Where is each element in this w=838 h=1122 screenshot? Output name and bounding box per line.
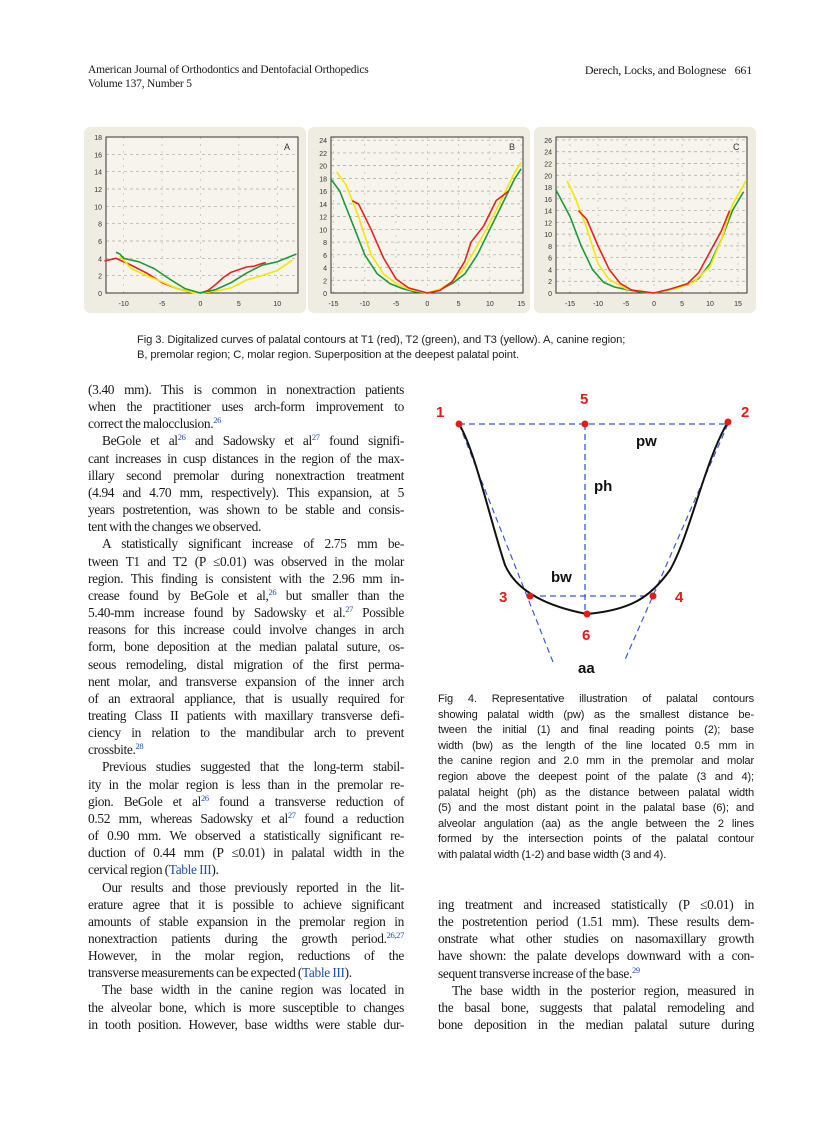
text-segment: Possible bbox=[353, 605, 404, 621]
text-line bbox=[88, 501, 404, 518]
text-segment: cervical region ( bbox=[88, 862, 169, 878]
text-line bbox=[88, 553, 404, 570]
text-segment: cant increases in cusp distances in the region of the max- bbox=[88, 450, 404, 466]
right-column-text bbox=[438, 896, 754, 1033]
y-tick-label: 4 bbox=[323, 265, 327, 273]
point-2 bbox=[725, 419, 732, 426]
text-segment: found a transverse reduction of bbox=[208, 793, 404, 809]
x-tick-label: 5 bbox=[456, 301, 461, 308]
table-link[interactable]: Table III bbox=[168, 862, 212, 878]
text-line bbox=[438, 754, 754, 770]
text-line bbox=[438, 930, 754, 947]
text-segment: seous remodeling, distal migration of the first perma- bbox=[88, 656, 404, 672]
text-line bbox=[88, 638, 404, 655]
text-segment: have shown: the palate develops downward with a con- bbox=[438, 948, 754, 964]
chart-a bbox=[84, 127, 306, 313]
text-line bbox=[438, 786, 754, 802]
text-segment: (3.40 mm). This is common in nonextraction patients bbox=[88, 382, 404, 397]
aa-line-right bbox=[624, 424, 728, 662]
text-segment: region above the deepest point of the palate (3 and 4); bbox=[438, 770, 754, 783]
text-line bbox=[88, 432, 404, 449]
text-line bbox=[438, 739, 754, 755]
text-segment: ciency in relation to the mandibular arch to prevent bbox=[88, 725, 404, 741]
text-segment: showing palatal width (pw) as the smallest distance be- bbox=[438, 708, 754, 721]
left-column-text bbox=[88, 381, 404, 1033]
citation-superscript[interactable]: 29 bbox=[631, 964, 640, 975]
y-tick-label: 8 bbox=[323, 240, 327, 248]
citation-superscript[interactable]: 27 bbox=[311, 432, 320, 443]
text-line bbox=[88, 673, 404, 690]
text-line bbox=[88, 398, 404, 415]
text-segment: crease found by BeGole et al, bbox=[88, 587, 269, 603]
text-segment: the canine region and 2.0 mm in the premolar and molar bbox=[438, 755, 754, 768]
x-tick-label: 15 bbox=[517, 301, 526, 308]
text-line bbox=[438, 692, 754, 708]
y-tick-label: 26 bbox=[544, 137, 552, 145]
x-tick-label: 5 bbox=[680, 301, 684, 308]
text-line bbox=[438, 1016, 754, 1033]
x-tick-label: -5 bbox=[622, 301, 630, 308]
text-segment: nonextraction patients during the growth period. bbox=[88, 931, 387, 946]
text-segment: found a reduction bbox=[295, 810, 405, 826]
text-line bbox=[88, 415, 404, 432]
point-1 bbox=[456, 421, 463, 428]
y-tick-label: 6 bbox=[323, 252, 327, 260]
text-segment: but smaller than the bbox=[276, 587, 405, 603]
text-segment: and Sadowsky et al bbox=[185, 433, 312, 449]
text-line bbox=[88, 741, 404, 758]
text-segment: The base width in the canine region was located in bbox=[102, 982, 404, 998]
panel-label: C bbox=[733, 142, 740, 152]
x-tick-label: 0 bbox=[425, 301, 430, 308]
text-line bbox=[438, 723, 754, 739]
y-tick-label: 12 bbox=[544, 220, 552, 228]
text-line bbox=[88, 570, 404, 587]
label-ph: ph bbox=[594, 478, 613, 495]
journal-name: American Journal of Orthodontics and Dentofacial Orthopedics bbox=[88, 64, 369, 76]
text-line bbox=[88, 896, 404, 913]
point-3 bbox=[527, 593, 534, 600]
text-line bbox=[88, 518, 404, 535]
running-header-right bbox=[585, 63, 752, 77]
table-link[interactable]: Table III bbox=[302, 965, 345, 981]
fig4-diagram bbox=[430, 385, 760, 685]
y-tick-label: 0 bbox=[548, 291, 552, 298]
label-aa: aa bbox=[578, 660, 595, 677]
text-segment: years postretention, was shown to be stable and consis- bbox=[88, 502, 404, 518]
text-segment: the alveolar bone, which is more susceptible to changes bbox=[88, 999, 404, 1015]
text-segment: Our results and those previously reported in the lit- bbox=[102, 879, 404, 895]
text-line bbox=[88, 827, 404, 844]
running-header-left bbox=[88, 63, 369, 91]
text-segment: treating Class II patients with maxillary transverse defi- bbox=[88, 707, 404, 723]
text-segment: formed by the intersection points of the palatal contour bbox=[438, 833, 754, 846]
authors: Derech, Locks, and Bolognese bbox=[584, 63, 727, 77]
text-line bbox=[88, 793, 404, 810]
y-tick-label: 14 bbox=[319, 201, 327, 209]
palatal-contour bbox=[459, 422, 728, 614]
text-segment: bone deposition in the median palatal suture during bbox=[438, 1017, 754, 1033]
point-6 bbox=[584, 611, 591, 618]
text-segment: sequent transverse increase of the base. bbox=[438, 965, 632, 981]
fig3-caption-line: B, premolar region; C, molar region. Superposition at the deepest palatal point. bbox=[137, 349, 519, 361]
text-line bbox=[88, 450, 404, 467]
x-tick-label: 10 bbox=[706, 301, 714, 308]
text-segment: (5) and the most distant point in the palatal base (6); and bbox=[438, 802, 754, 815]
text-segment: with palatal width (1-2) and base width (3 and 4). bbox=[438, 848, 667, 861]
y-tick-label: 24 bbox=[319, 138, 327, 146]
panel-label: B bbox=[509, 142, 516, 152]
text-segment: The base width in the posterior region, measured in bbox=[452, 982, 754, 998]
text-segment: found signifi- bbox=[319, 433, 404, 449]
citation-superscript[interactable]: 26 bbox=[201, 792, 209, 803]
x-tick-label: -5 bbox=[392, 301, 400, 308]
text-line bbox=[438, 817, 754, 833]
text-segment: of 0.90 mm. We observed a statistically significant re- bbox=[88, 828, 404, 844]
x-tick-label: -10 bbox=[592, 301, 604, 308]
fig3-caption bbox=[137, 333, 625, 363]
text-line bbox=[88, 656, 404, 673]
y-tick-label: 2 bbox=[548, 279, 552, 287]
text-segment: crossbite. bbox=[88, 742, 136, 758]
text-line bbox=[88, 690, 404, 707]
fig3-caption-line: Fig 3. Digitalized curves of palatal contours at T1 (red), T2 (green), and T3 (yellow). A, canine region; bbox=[137, 334, 626, 346]
text-line bbox=[438, 896, 754, 913]
point-4 bbox=[650, 593, 657, 600]
text-segment: ). bbox=[344, 965, 352, 981]
text-line bbox=[88, 467, 404, 484]
text-segment: tween T1 and T2 (P ≤0.01) was observed in the molar bbox=[88, 553, 404, 569]
text-line bbox=[88, 587, 404, 604]
text-segment: tween the initial (1) and final reading points (2); base bbox=[438, 724, 754, 737]
y-tick-label: 6 bbox=[548, 255, 552, 263]
citation-superscript[interactable]: 26 bbox=[213, 415, 222, 426]
text-segment: amounts of stable expansion in the premolar region in bbox=[88, 913, 404, 929]
text-segment: (4.94 and 4.70 mm, respectively). This expansion, at 5 bbox=[88, 484, 404, 500]
panel-label: A bbox=[284, 142, 291, 152]
text-segment: Fig 4. Representative illustration of palatal contours bbox=[438, 693, 754, 705]
text-line bbox=[88, 621, 404, 638]
label-bw: bw bbox=[551, 569, 572, 586]
citation-superscript[interactable]: 26 bbox=[268, 586, 277, 597]
journal-volume: Volume 137, Number 5 bbox=[88, 78, 192, 90]
text-segment: Previous studies suggested that the long-term stabil- bbox=[102, 759, 404, 775]
text-line bbox=[88, 947, 404, 964]
text-segment: transverse measurements can be expected ( bbox=[88, 965, 303, 981]
text-line bbox=[88, 484, 404, 501]
text-line bbox=[88, 776, 404, 793]
y-tick-label: 8 bbox=[98, 221, 102, 229]
text-segment: palatal height (ph) as the distance between palatal width bbox=[438, 786, 754, 799]
y-tick-label: 12 bbox=[319, 214, 327, 222]
text-segment: the postretention period (1.51 mm). These results dem- bbox=[438, 914, 754, 930]
text-line bbox=[88, 981, 404, 998]
text-line bbox=[438, 965, 754, 982]
text-line bbox=[88, 381, 404, 398]
citation-superscript[interactable]: 27 bbox=[287, 809, 296, 820]
text-line bbox=[88, 879, 404, 896]
text-line bbox=[438, 770, 754, 786]
text-segment: ing treatment and increased statistically (P ≤0.01) in bbox=[438, 897, 754, 912]
x-tick-label: -10 bbox=[118, 301, 129, 308]
y-tick-label: 8 bbox=[548, 243, 552, 251]
text-line bbox=[88, 964, 404, 981]
y-tick-label: 4 bbox=[98, 256, 102, 264]
text-segment: region. This finding is consistent with the 2.96 mm in- bbox=[88, 570, 404, 586]
y-tick-label: 22 bbox=[319, 150, 327, 158]
x-tick-label: -5 bbox=[158, 301, 166, 308]
y-tick-label: 16 bbox=[94, 152, 102, 160]
y-tick-label: 18 bbox=[544, 185, 552, 193]
label-2: 2 bbox=[741, 404, 750, 421]
label-3: 3 bbox=[499, 589, 508, 606]
text-segment: in tooth position. However, base widths were stable dur- bbox=[88, 1016, 404, 1032]
text-line bbox=[88, 724, 404, 741]
citation-superscript[interactable]: 26 bbox=[177, 432, 186, 443]
text-segment: duction of 0.44 mm (P ≤0.01) in palatal width in the bbox=[88, 845, 404, 861]
text-segment: onstrate what other studies on nasomaxillary growth bbox=[438, 931, 754, 947]
text-line bbox=[88, 861, 404, 878]
text-line bbox=[88, 999, 404, 1016]
text-segment: alveolar angulation (aa) as the angle between the 2 lines bbox=[438, 817, 754, 830]
text-segment: erature agree that it is possible to achieve significant bbox=[88, 896, 404, 912]
text-line bbox=[438, 999, 754, 1016]
fig3-panel-a bbox=[84, 127, 306, 313]
y-tick-label: 20 bbox=[544, 173, 552, 181]
y-tick-label: 20 bbox=[319, 163, 327, 171]
text-line bbox=[438, 913, 754, 930]
x-tick-label: -10 bbox=[359, 301, 370, 308]
x-tick-label: 15 bbox=[734, 301, 742, 308]
text-segment: ). bbox=[211, 862, 219, 878]
text-line bbox=[88, 930, 404, 947]
text-segment: However, in the molar region, reductions of the bbox=[88, 948, 404, 964]
text-line bbox=[88, 707, 404, 724]
text-line bbox=[88, 535, 404, 552]
text-line bbox=[88, 810, 404, 827]
y-tick-label: 24 bbox=[544, 149, 552, 157]
text-segment: width (bw) as the length of the line located 0.5 mm in bbox=[438, 739, 754, 752]
text-line bbox=[438, 848, 754, 864]
x-tick-label: -15 bbox=[564, 301, 576, 308]
y-tick-label: 16 bbox=[544, 196, 552, 204]
fig4-caption bbox=[438, 692, 754, 864]
fig3-panel-b bbox=[308, 127, 530, 313]
text-line bbox=[438, 947, 754, 964]
text-line bbox=[438, 982, 754, 999]
y-tick-label: 10 bbox=[319, 227, 327, 235]
text-segment: illary second premolar during nonextraction treatment bbox=[88, 467, 404, 483]
text-segment: the basal bone, suggests that palatal remodeling and bbox=[438, 999, 754, 1015]
text-line bbox=[88, 844, 404, 861]
x-tick-label: -15 bbox=[328, 301, 339, 308]
text-line bbox=[88, 913, 404, 930]
text-segment: tent with the changes we observed. bbox=[88, 519, 262, 535]
citation-superscript[interactable]: 26,27 bbox=[386, 930, 404, 940]
y-tick-label: 0 bbox=[323, 291, 327, 298]
chart-c bbox=[534, 127, 756, 313]
text-line bbox=[88, 758, 404, 775]
y-tick-label: 2 bbox=[98, 273, 102, 281]
y-tick-label: 16 bbox=[319, 189, 327, 197]
x-tick-label: 10 bbox=[485, 301, 494, 308]
label-6: 6 bbox=[582, 627, 591, 644]
y-tick-label: 22 bbox=[544, 161, 552, 169]
citation-superscript[interactable]: 27 bbox=[345, 604, 354, 615]
text-line bbox=[438, 708, 754, 724]
label-4: 4 bbox=[675, 589, 684, 606]
label-1: 1 bbox=[436, 404, 445, 421]
text-segment: form, bone deposition at the median palatal suture, os- bbox=[88, 639, 404, 655]
fig3-panel-c bbox=[534, 127, 756, 313]
text-line bbox=[438, 801, 754, 817]
y-tick-label: 6 bbox=[98, 239, 102, 246]
text-segment: gion. BeGole et al bbox=[88, 793, 201, 809]
citation-superscript[interactable]: 28 bbox=[135, 741, 144, 752]
text-segment: correct the malocclusion. bbox=[88, 416, 214, 432]
text-segment: ity in the molar region is less than in the premolar re- bbox=[88, 776, 404, 792]
y-tick-label: 10 bbox=[94, 204, 102, 212]
text-segment: reasons for this increase could involve changes in arch bbox=[88, 622, 404, 638]
y-tick-label: 14 bbox=[94, 169, 102, 177]
text-segment: 5.40-mm increase found by Sadowsky et al. bbox=[88, 605, 346, 621]
text-line bbox=[438, 832, 754, 848]
text-segment: nent molar, and transverse expansion of the inner arch bbox=[88, 673, 404, 689]
label-pw: pw bbox=[636, 433, 657, 450]
y-tick-label: 10 bbox=[544, 232, 552, 240]
y-tick-label: 18 bbox=[94, 135, 102, 142]
point-5 bbox=[582, 421, 589, 428]
y-tick-label: 12 bbox=[94, 187, 102, 194]
text-line bbox=[88, 1016, 404, 1033]
label-5: 5 bbox=[580, 391, 589, 408]
y-tick-label: 14 bbox=[544, 208, 552, 216]
y-tick-label: 0 bbox=[98, 291, 102, 298]
text-line bbox=[88, 604, 404, 621]
x-tick-label: 10 bbox=[273, 301, 282, 308]
y-tick-label: 2 bbox=[323, 278, 327, 286]
text-segment: when the practitioner uses arch-form improvement to bbox=[88, 399, 404, 415]
y-tick-label: 18 bbox=[319, 176, 327, 184]
page-number: 661 bbox=[734, 63, 752, 77]
x-tick-label: 0 bbox=[198, 301, 203, 308]
x-tick-label: 5 bbox=[236, 301, 241, 308]
text-segment: 0.52 mm, whereas Sadowsky et al bbox=[88, 810, 288, 826]
text-segment: A statistically significant increase of 2.75 mm be- bbox=[102, 536, 404, 552]
text-segment: BeGole et al bbox=[102, 433, 178, 449]
x-tick-label: 0 bbox=[652, 301, 656, 308]
y-tick-label: 4 bbox=[548, 267, 552, 275]
text-segment: of an extraoral appliance, that is usually required for bbox=[88, 690, 404, 706]
chart-b bbox=[308, 127, 530, 313]
